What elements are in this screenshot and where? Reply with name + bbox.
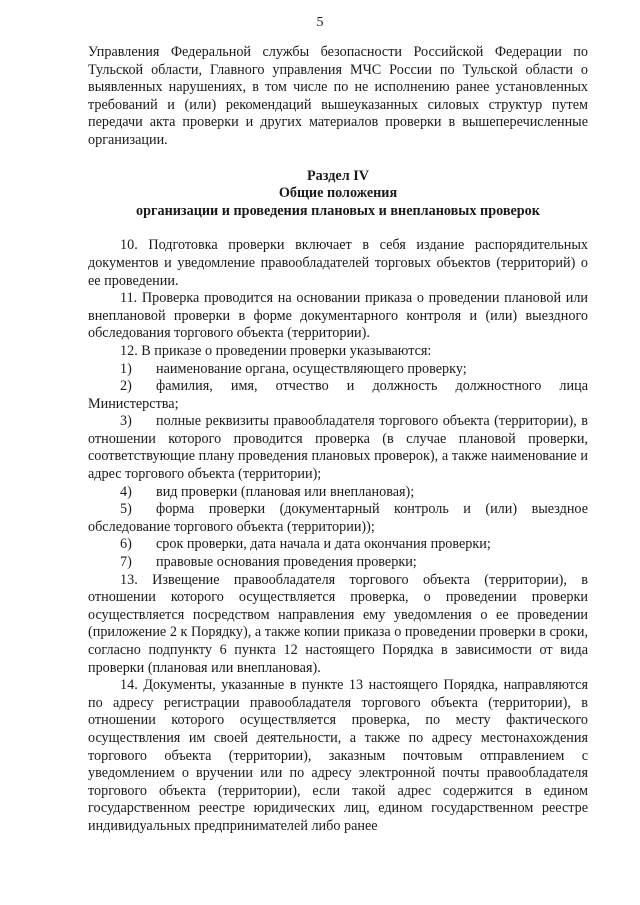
list-item (88, 361, 588, 379)
paragraph-12: 12. В приказе о проведении проверки указываются: (120, 342, 432, 359)
paragraph-14: 14. Документы, указанные в пункте 13 настоящего Порядка, направляются по адресу регистрации правообладателя торгового объекта (территории), в отношении которого осуществляется проверка, по месту фактического осуществления им своей деятельности, а также по адресу местонахождения торгового объекта (территории), заказным почтовым отправлением с уведомлением о вручении или по адресу электронной почты правообладателя торгового объекта (территории), если такой адрес содержится в едином государственном реестре юридических лиц, едином государственном реестре индивидуальных предпринимателей либо ранее (88, 677, 588, 834)
list-item-number: 6) (120, 536, 132, 553)
list-item-number: 5) (120, 501, 132, 518)
list-item-text: вид проверки (плановая или внеплановая); (156, 483, 415, 500)
list-item-number: 2) (120, 378, 132, 395)
document-body (88, 44, 588, 836)
list-item-text: наименование органа, осуществляющего проверку; (156, 360, 467, 377)
list-item-number: 3) (120, 413, 132, 430)
list-item (88, 484, 588, 502)
list-item (88, 536, 588, 554)
list-item-number: 4) (120, 483, 132, 500)
list-item-text: срок проверки, дата начала и дата окончания проверки; (156, 536, 491, 553)
list-item (88, 413, 588, 483)
list-item-text: фамилия, имя, отчество и должность должностного лица Министерства; (88, 378, 588, 412)
list-item-text: правовые основания проведения проверки; (156, 554, 417, 571)
paragraph-13: 13. Извещение правообладателя торгового объекта (территории), в отношении которого осуществляется проверка, о проведении проверки осуществляется посредством направления ему уведомления о ее проведении (приложение 2 к Порядку), а также копии приказа о проведении проверки в сроки, согласно подпункту 6 пункта 12 настоящего Порядка в зависимости от вида проверки (плановая или внеплановая). (88, 571, 588, 676)
section-subtitle: Общие положения (278, 185, 398, 202)
section-subtitle-2: организации и проведения плановых и внеплановых проверок (136, 202, 540, 219)
list-item (88, 554, 588, 572)
list-item-text: полные реквизиты правообладателя торгового объекта (территории), в отношении которого проводится проверка (в случае плановой проверки, соответствующие плану проведения плановых проверок), а также наименование и адрес торгового объекта (территории); (88, 413, 588, 483)
intro-paragraph: Управления Федеральной службы безопасности Российской Федерации по Тульской области, Главного управления МЧС России по Тульской области о выявленных нарушениях, в том числе по не исполнению ранее установленных требований и (или) рекомендаций вышеуказанных силовых структур путем передачи акта проверки и других материалов проверки в вышеперечисленные организации. (88, 44, 588, 148)
list-item (88, 501, 588, 536)
list-item-number: 1) (120, 360, 132, 377)
page-number: 5 (316, 15, 324, 30)
paragraph-10: 10. Подготовка проверки включает в себя издание распорядительных документов и уведомление правообладателей торговых объектов (территорий) о ее проведении. (88, 237, 588, 289)
list-item-number: 7) (120, 554, 132, 571)
paragraph-11: 11. Проверка проводится на основании приказа о проведении плановой или внеплановой проверки в форме документарного контроля и (или) выездного обследования торгового объекта (территории). (88, 290, 588, 342)
section-title: Раздел IV (307, 167, 369, 184)
list-item-text: форма проверки (документарный контроль и (или) выездное обследование торгового объекта (территории)); (88, 501, 588, 535)
list-item (88, 378, 588, 413)
